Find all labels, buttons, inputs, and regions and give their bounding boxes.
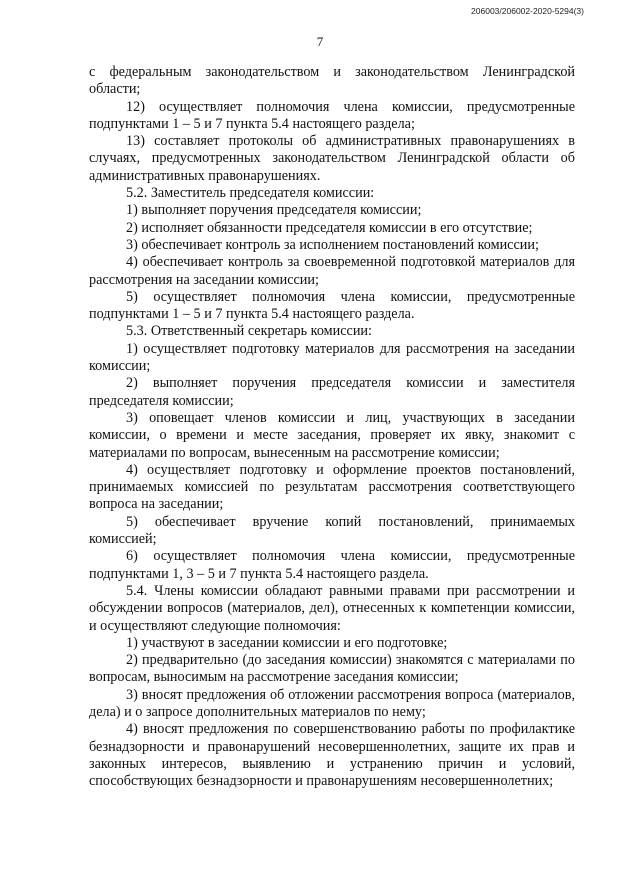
- paragraph: 5.2. Заместитель председателя комиссии:: [126, 185, 375, 202]
- paragraph: 2) предварительно (до заседания комиссии) знакомятся с материалами по вопросам, выносимым на рассмотрение заседания комиссии;: [89, 652, 575, 686]
- paragraph: 2) исполняет обязанности председателя комиссии в его отсутствие;: [126, 219, 533, 236]
- paragraph: 5.3. Ответственный секретарь комиссии:: [126, 323, 372, 340]
- paragraph: 3) вносят предложения об отложении рассмотрения вопроса (материалов, дела) и о запросе дополнительных материалов по нему;: [89, 686, 575, 720]
- paragraph: 1) осуществляет подготовку материалов для рассмотрения на заседании комиссии;: [89, 340, 575, 375]
- paragraph: 4) вносят предложения по совершенствованию работы по профилактике безнадзорности и правонарушений несовершеннолетних, защите их прав и законных интересов, выявлению и устранению причин и условий, способствующих безнадзорности и правонарушениям несовершеннолетних;: [89, 721, 575, 790]
- paragraph: 6) осуществляет полномочия члена комиссии, предусмотренные подпунктами 1, 3 – 5 и 7 пункта 5.4 настоящего раздела.: [89, 548, 575, 582]
- page-number: 7: [316, 34, 324, 49]
- paragraph: 2) выполняет поручения председателя комиссии и заместителя председателя комиссии;: [89, 375, 575, 409]
- paragraph: 4) осуществляет подготовку и оформление проектов постановлений, принимаемых комиссией по результатам рассмотрения соответствующего вопроса на заседании;: [89, 461, 575, 513]
- paragraph: 1) участвуют в заседании комиссии и его подготовке;: [126, 634, 448, 651]
- paragraph: 12) осуществляет полномочия члена комиссии, предусмотренные подпунктами 1 – 5 и 7 пункта 5.4 настоящего раздела;: [89, 98, 575, 132]
- document-body: [89, 64, 575, 790]
- paragraph: 3) обеспечивает контроль за исполнением постановлений комиссии;: [126, 236, 539, 253]
- paragraph: 4) обеспечивает контроль за своевременной подготовкой материалов для рассмотрения на заседании комиссии;: [89, 254, 575, 288]
- paragraph: 5) осуществляет полномочия члена комиссии, предусмотренные подпунктами 1 – 5 и 7 пункта 5.4 настоящего раздела.: [89, 288, 575, 323]
- paragraph: 3) оповещает членов комиссии и лиц, участвующих в заседании комиссии, о времени и месте заседания, проверяет их явку, знакомит с материалами по вопросам, вынесенным на рассмотрение комиссии;: [89, 409, 575, 461]
- paragraph: 13) составляет протоколы об административных правонарушениях в случаях, предусмотренных законодательством Ленинградской области об административных правонарушениях.: [89, 133, 575, 184]
- paragraph: 5) обеспечивает вручение копий постановлений, принимаемых комиссией;: [89, 513, 575, 548]
- paragraph: 1) выполняет поручения председателя комиссии;: [126, 202, 422, 219]
- paragraph: 5.4. Члены комиссии обладают равными правами при рассмотрении и обсуждении вопросов (материалов, дел), отнесенных к компетенции комиссии, и осуществляют следующие полномочия:: [89, 582, 575, 634]
- paragraph: с федеральным законодательством и законодательством Ленинградской области;: [89, 64, 575, 98]
- document-number: 206003/206002-2020-5294(3): [471, 6, 584, 16]
